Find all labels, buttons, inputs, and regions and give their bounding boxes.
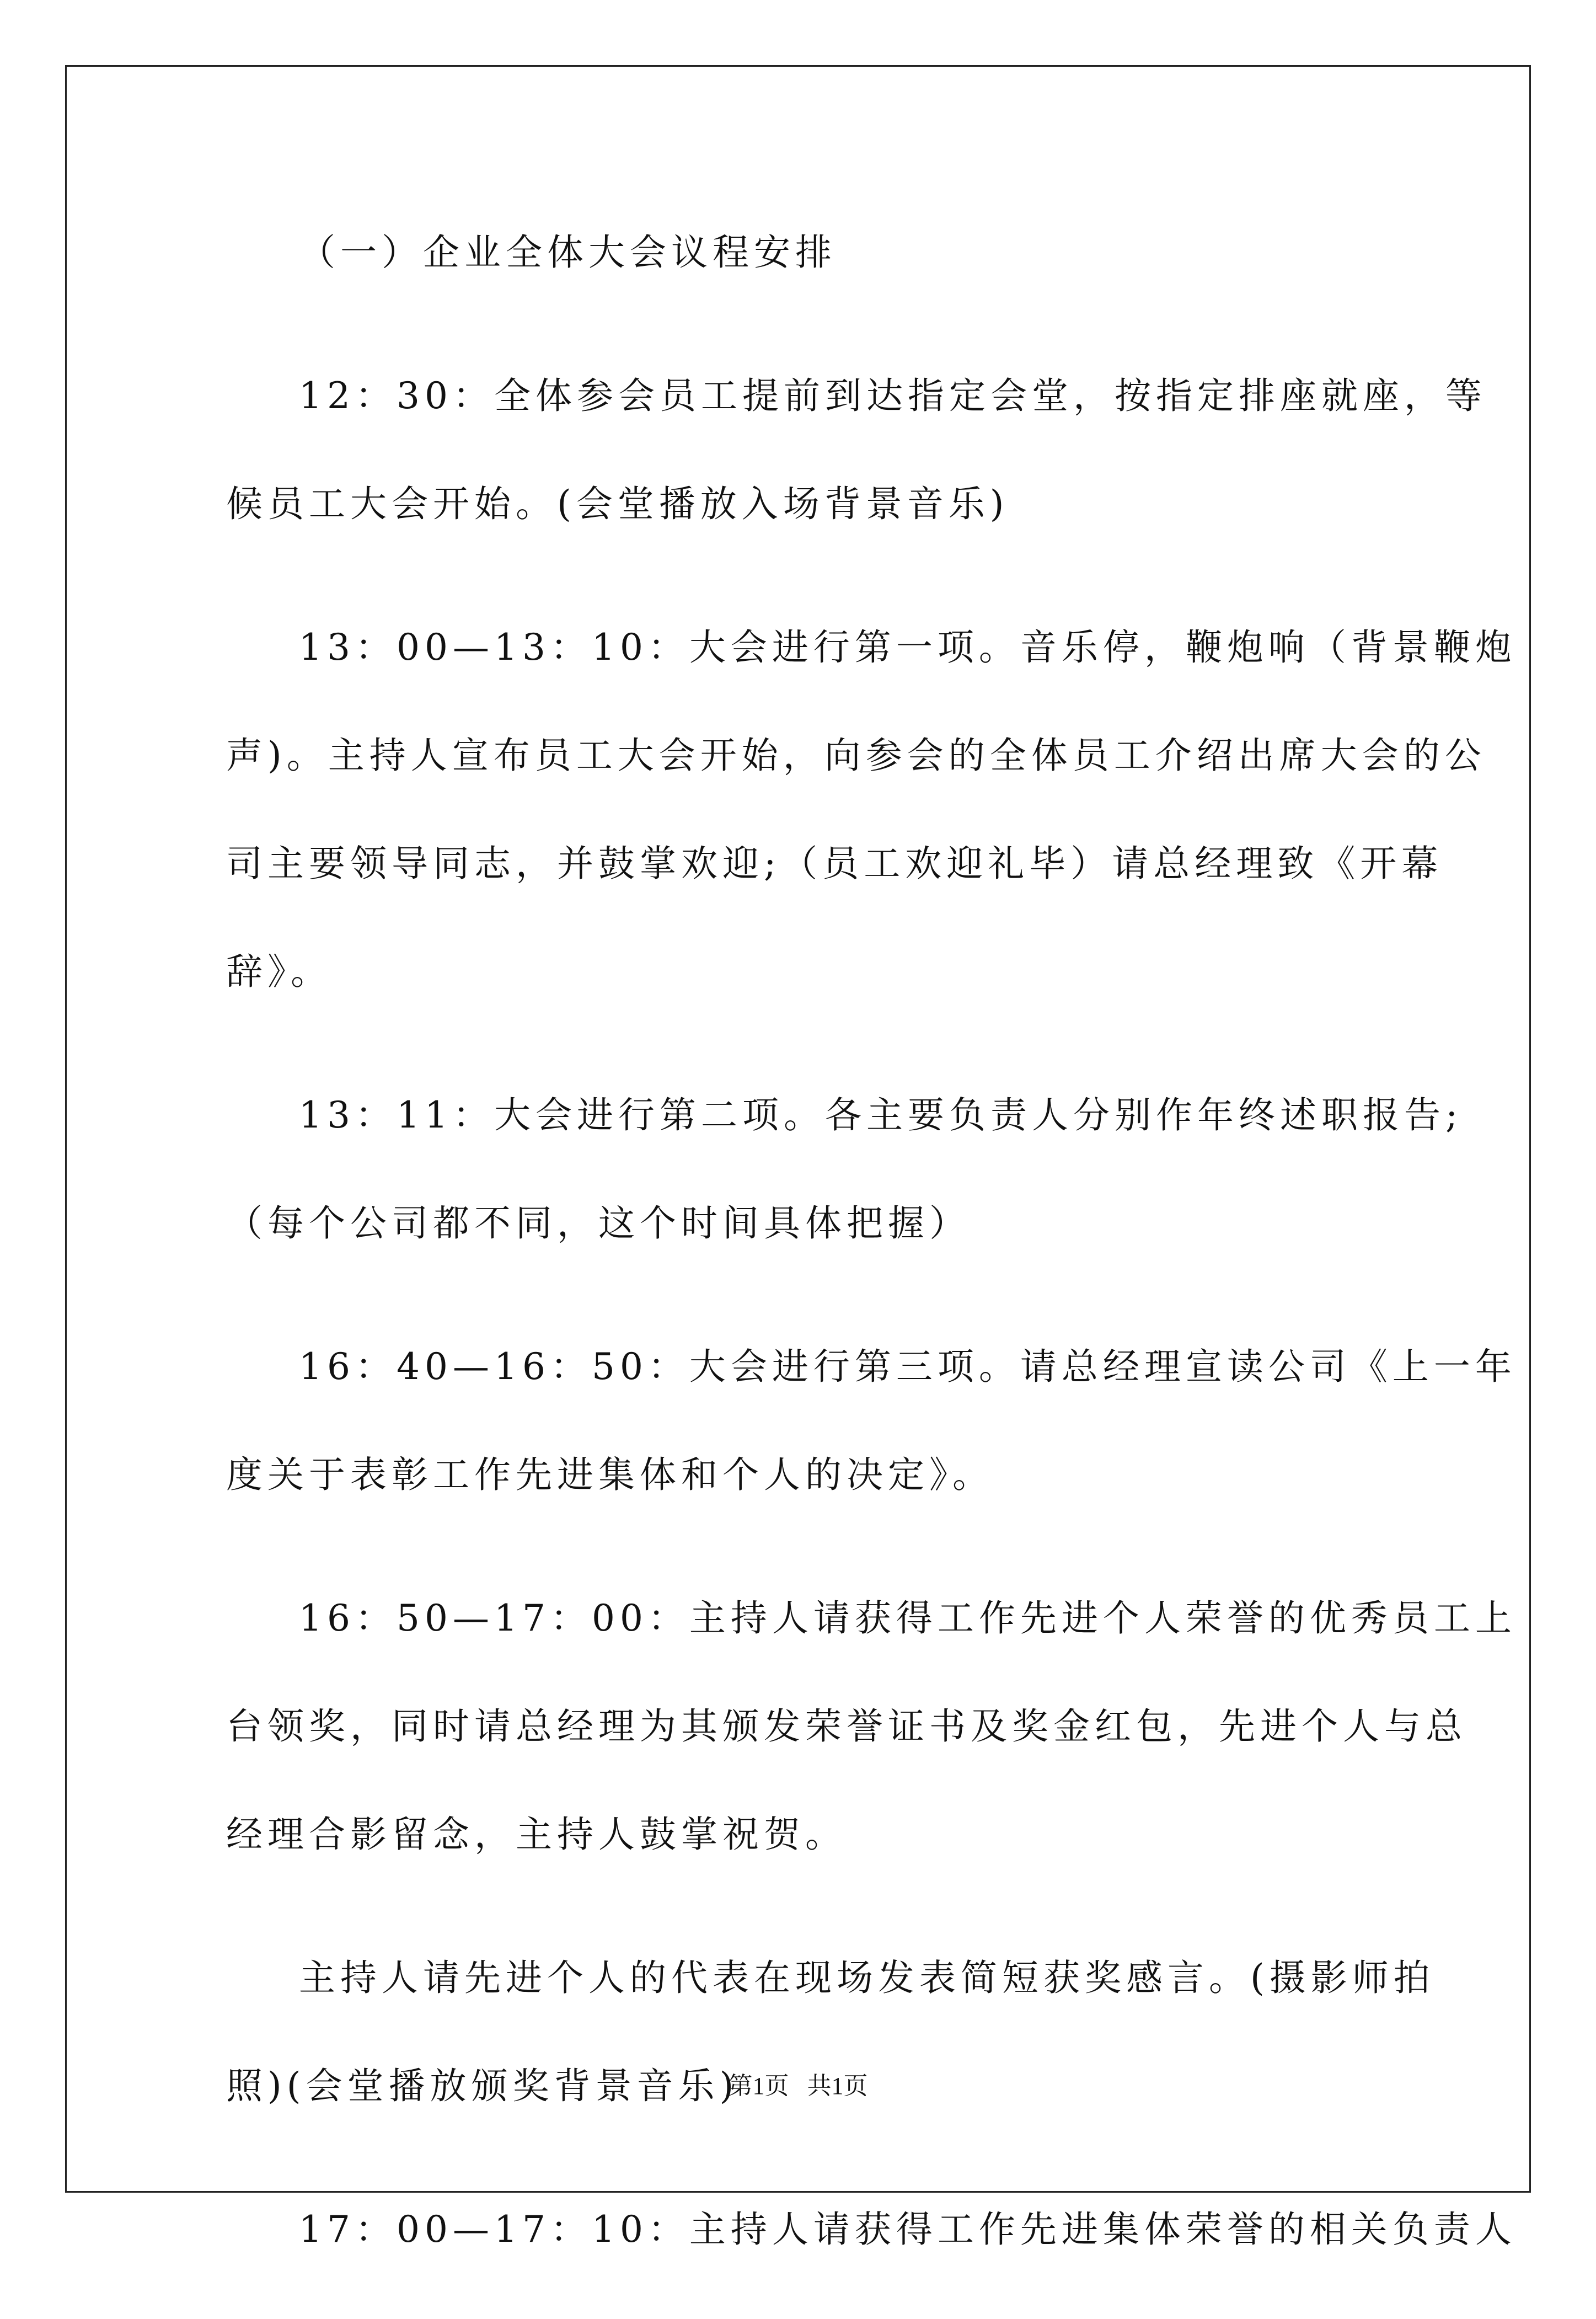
- text-line: 司主要领导同志，并鼓掌欢迎;（员工欢迎礼毕）请总经理致《开幕: [226, 842, 1443, 885]
- paragraph-acceptance-speech: [226, 1924, 1435, 2140]
- text-line: 候员工大会开始。(会堂播放入场背景音乐): [226, 483, 1009, 525]
- page-footer: [0, 2066, 1596, 2101]
- paragraph-collective-awards: [226, 2176, 1517, 2284]
- paragraph-item-three: [226, 1313, 1517, 1529]
- text-line: 12：30：全体参会员工提前到达指定会堂，按指定排座就座，等: [299, 375, 1487, 417]
- document-body: [226, 199, 1517, 2319]
- text-line: 照)(会堂播放颁奖背景音乐): [226, 2065, 739, 2107]
- text-line: 16：40—16：50：大会进行第三项。请总经理宣读公司《上一年: [299, 1345, 1517, 1388]
- text-line: 声)。主持人宣布员工大会开始，向参会的全体员工介绍出席大会的公: [226, 734, 1486, 777]
- text-line: （每个公司都不同，这个时间具体把握）: [226, 1202, 971, 1244]
- text-line: 13：00—13：10：大会进行第一项。音乐停，鞭炮响（背景鞭炮: [299, 626, 1517, 669]
- page-total: 共1页: [807, 2072, 868, 2099]
- paragraph-item-two: [226, 1061, 1463, 1278]
- page-number: 第1页: [728, 2072, 789, 2099]
- text-line: 台领奖，同时请总经理为其颁发荣誉证书及奖金红包，先进个人与总: [226, 1705, 1467, 1748]
- text-line: 16：50—17：00：主持人请获得工作先进个人荣誉的优秀员工上: [299, 1597, 1517, 1639]
- text-line: 辞》。: [226, 950, 332, 993]
- text-line: 17：00—17：10：主持人请获得工作先进集体荣誉的相关负责人: [299, 2208, 1517, 2251]
- paragraph-heading: [226, 199, 1423, 307]
- paragraph-individual-awards: [226, 1564, 1517, 1889]
- text-line: 度关于表彰工作先进集体和个人的决定》。: [226, 1454, 994, 1496]
- text-line: 主持人请先进个人的代表在现场发表简短获奖感言。(摄影师拍: [299, 1957, 1435, 1999]
- paragraph-arrival: [226, 342, 1487, 558]
- paragraph-item-one: [226, 594, 1517, 1026]
- text-line: 13：11：大会进行第二项。各主要负责人分别作年终述职报告;: [299, 1094, 1463, 1136]
- text-line: 经理合影留念，主持人鼓掌祝贺。: [226, 1813, 847, 1856]
- text-line: （一）企业全体大会议程安排: [299, 231, 837, 274]
